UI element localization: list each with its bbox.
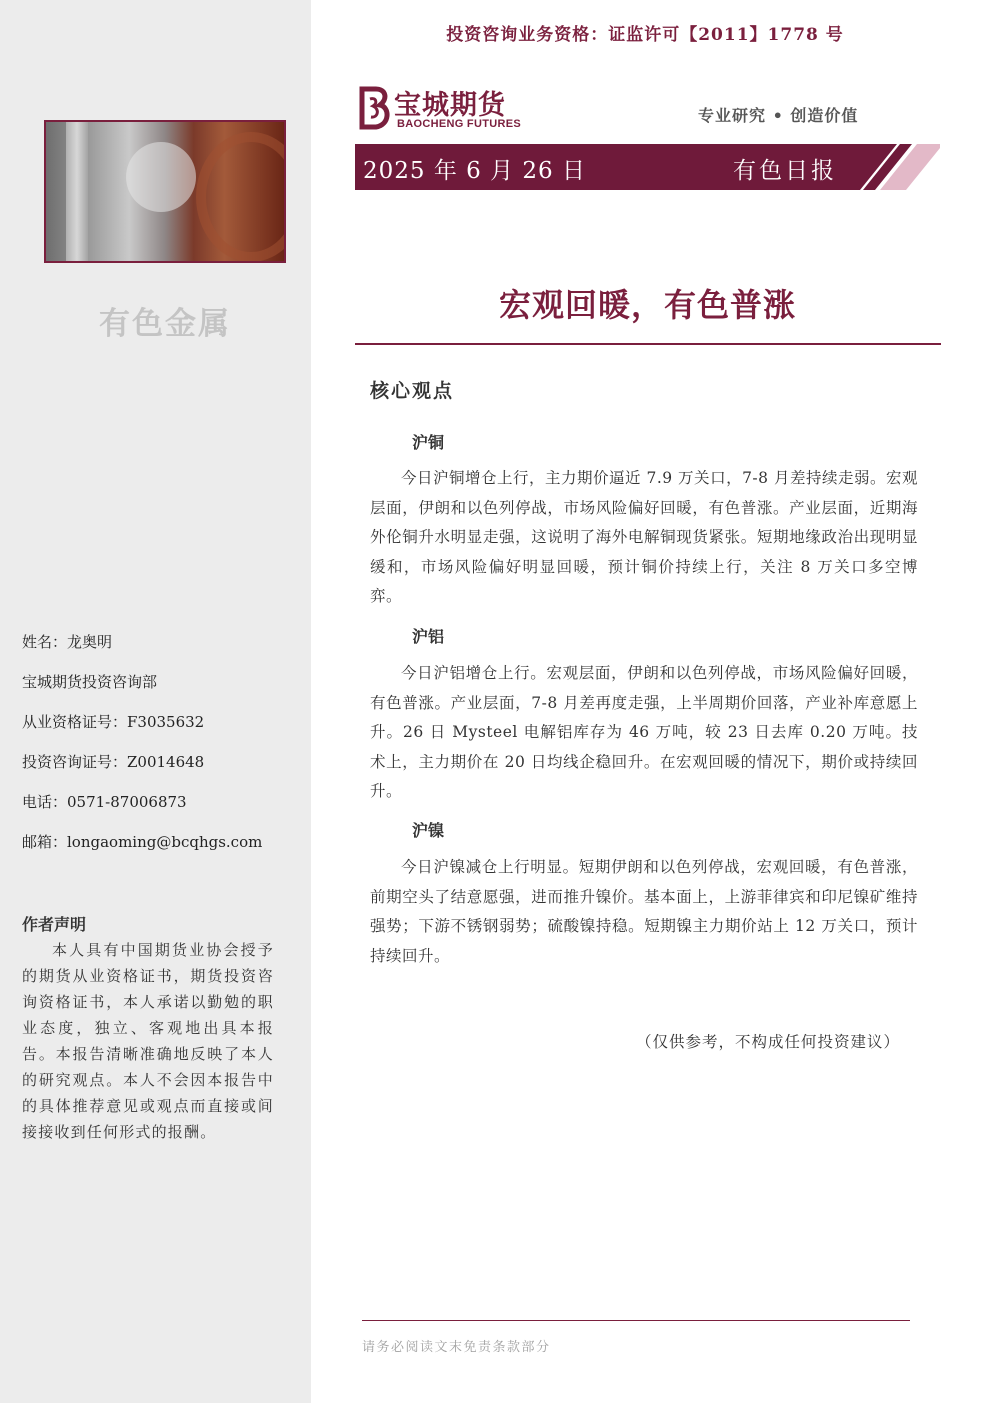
core-views-title: 核心观点: [370, 380, 455, 402]
analyst-dept: 宝城期货投资咨询部: [22, 673, 158, 691]
certification-line: 投资咨询业务资格：证监许可【2011】1778 号: [446, 25, 844, 45]
cover-image: [44, 120, 286, 263]
report-date: 2025 年 6 月 26 日: [363, 158, 586, 184]
logo-english: BAOCHENG FUTURES: [397, 118, 521, 130]
logo-b-icon: [356, 85, 396, 131]
sector-title: 有色金属: [99, 306, 231, 342]
section-text-nickel: 今日沪镍减仓上行明显。短期伊朗和以色列停战，宏观回暖，有色普涨，前期空头了结意愿强，进而推升镍价。基本面上，上游菲律宾和印尼镍矿维持强势；下游不锈钢弱势；硫酸镍持稳。短期镍主力期价站上 12 万关口，预计持续回升。: [370, 858, 918, 965]
analyst-email: 邮箱：longaoming@bcqhgs.com: [22, 833, 263, 851]
footer-divider: [362, 1320, 910, 1321]
logo-chinese: 宝城期货: [394, 90, 506, 121]
analyst-name: 姓名：龙奥明: [22, 633, 113, 651]
declaration-title: 作者声明: [22, 915, 87, 934]
divider: [355, 343, 941, 345]
sidebar: [0, 0, 311, 1403]
analyst-info: [22, 630, 262, 870]
section-title-nickel: 沪镍: [412, 821, 445, 840]
declaration-text: 本人具有中国期货业协会授予的期货从业资格证书，期货投资咨询资格证书，本人承诺以勤勉的职业态度，独立、客观地出具本报告。本报告清晰准确地反映了本人的研究观点。本人不会因本报告中的具体推荐意见或观点而直接或间接接收到任何形式的报酬。: [22, 941, 274, 1141]
analyst-advisory-license: 投资咨询证号：Z0014648: [22, 753, 205, 771]
section-text-aluminum: 今日沪铝增仓上行。宏观层面，伊朗和以色列停战，市场风险偏好回暖，有色普涨。产业层面，7-8 月差再度走强，上半周期价回落，产业补库意愿上升。26 日 Mysteel 电解铝库存为 46 万吨，较 23 日去库 0.20 万吨。技术上，主力期价在 20 日均线企稳回升。在宏观回暖的情况下，期价或持续回升。: [370, 664, 918, 800]
report-type: 有色日报: [733, 158, 837, 184]
analyst-phone: 电话：0571-87006873: [22, 793, 187, 811]
headline: 宏观回暖，有色普涨: [498, 286, 796, 324]
section-title-aluminum: 沪铝: [412, 627, 445, 646]
footer-note: 请务必阅读文末免责条款部分: [362, 1340, 551, 1355]
disclaimer: （仅供参考，不构成任何投资建议）: [636, 1033, 901, 1051]
section-title-copper: 沪铜: [412, 433, 445, 452]
section-text-copper: 今日沪铜增仓上行，主力期价逼近 7.9 万关口，7-8 月差持续走弱。宏观层面，伊朗和以色列停战，市场风险偏好回暖，有色普涨。产业层面，近期海外伦铜升水明显走强，这说明了海外电解铜现货紧张。短期地缘政治出现明显缓和，市场风险偏好明显回暖，预计铜价持续上行，关注 8 万关口多空博弈。: [370, 469, 918, 605]
slogan: 专业研究 • 创造价值: [698, 106, 859, 125]
analyst-license: 从业资格证号：F3035632: [22, 713, 205, 731]
